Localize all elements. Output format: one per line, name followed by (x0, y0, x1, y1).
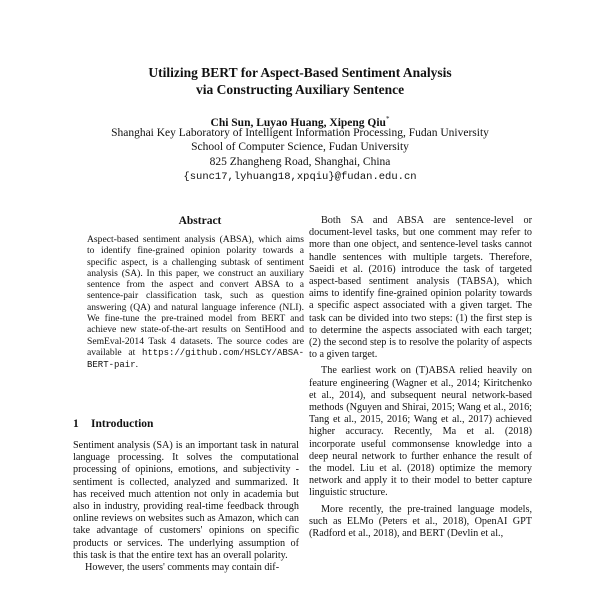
title-line-2: via Constructing Auxiliary Sentence (195, 82, 405, 97)
abstract-heading: Abstract (178, 215, 222, 227)
affiliation-line-1: Shanghai Key Laboratory of Intelligent Information Processing, Fudan University (111, 127, 489, 139)
right-column-body (309, 215, 532, 544)
section-title: Introduction (91, 418, 154, 430)
section-heading-introduction (73, 418, 303, 430)
affiliation-line-2: School of Computer Science, Fudan University (191, 141, 409, 153)
title-line-1: Utilizing BERT for Aspect-Based Sentiment Analysis (148, 65, 452, 80)
abstract-end: . (135, 359, 139, 371)
intro-paragraph-2: However, the users' comments may contain dif- (85, 562, 280, 574)
right-paragraph-2: The earliest work on (T)ABSA relied heavily on feature engineering (Wagner et al., 2014; Kiritchenko et al., 2014), and subsequent neural network-based methods (Nguyen and Shirai, 2015; Wang et al., 2016; Tang et al., 2015, 2016; Wang et al., 2017) achieved higher accuracy. Recently, Ma et al. (2018) incorporate useful commonsense knowledge into a deep neural network to further enhance the result of the model. Liu et al. (2018) optimize the memory network and apply it to their model to better capture linguistic structure. (309, 365, 532, 499)
intro-paragraph-1: Sentiment analysis (SA) is an important task in natural language processing. It solves the computational processing of opinions, emotions, and subjectivity - sentiment is collected, analyzed and summarized. It has received much attention not only in academia but also in industry, providing real-time feedback through online reviews on websites such as Amazon, which can take advantage of customers' opinions on specific products or services. The underlying assumption of this task is that the entire text has an overall polarity. (73, 440, 299, 561)
abstract-body: Aspect-based sentiment analysis (ABSA), which aims to identify fine-grained opinion polarity towards a specific aspect, is a challenging subtask of sentiment analysis (SA). In this paper, we construct an auxiliary sentence from the aspect and convert ABSA to a sentence-pair classification task, such as question answering (QA) and natural language inference (NLI). We fine-tune the pre-trained model from BERT and achieve new state-of-the-art results on SentiHood and SemEval-2014 Task 4 datasets. The source codes are available at (87, 234, 304, 358)
right-paragraph-1: Both SA and ABSA are sentence-level or document-level tasks, but one comment may refer to more than one object, and sentence-level tasks cannot handle sentences with multiple targets. Therefore, Saeidi et al. (2016) introduce the task of targeted aspect-based sentiment analysis (TABSA), which aims to identify fine-grained opinion polarity towards a specific aspect associated with a given target. The task can be divided into two steps: (1) the first step is to determine the aspects associated with each target; (2) the second step is to resolve the polarity of aspects to a given target. (309, 215, 532, 361)
code-url-link[interactable]: https://github.com/HSLCY/ABSA-BERT-pair (87, 347, 304, 371)
author-emails: {sunc17,lyhuang18,xpqiu}@fudan.edu.cn (183, 171, 417, 183)
authors-text: Chi Sun, Luyao Huang, Xipeng Qiu (210, 116, 386, 129)
author-footnote-mark: * (385, 115, 390, 123)
paper-title (60, 64, 540, 98)
section-number: 1 (73, 418, 79, 430)
abstract-text (87, 234, 304, 372)
right-paragraph-3: More recently, the pre-trained language models, such as ELMo (Peters et al., 2018), OpenAI GPT (Radford et al., 2018), and BERT (Devlin et al., (309, 503, 532, 540)
left-column-body (73, 440, 299, 574)
affiliation-line-3: 825 Zhangheng Road, Shanghai, China (209, 156, 391, 168)
